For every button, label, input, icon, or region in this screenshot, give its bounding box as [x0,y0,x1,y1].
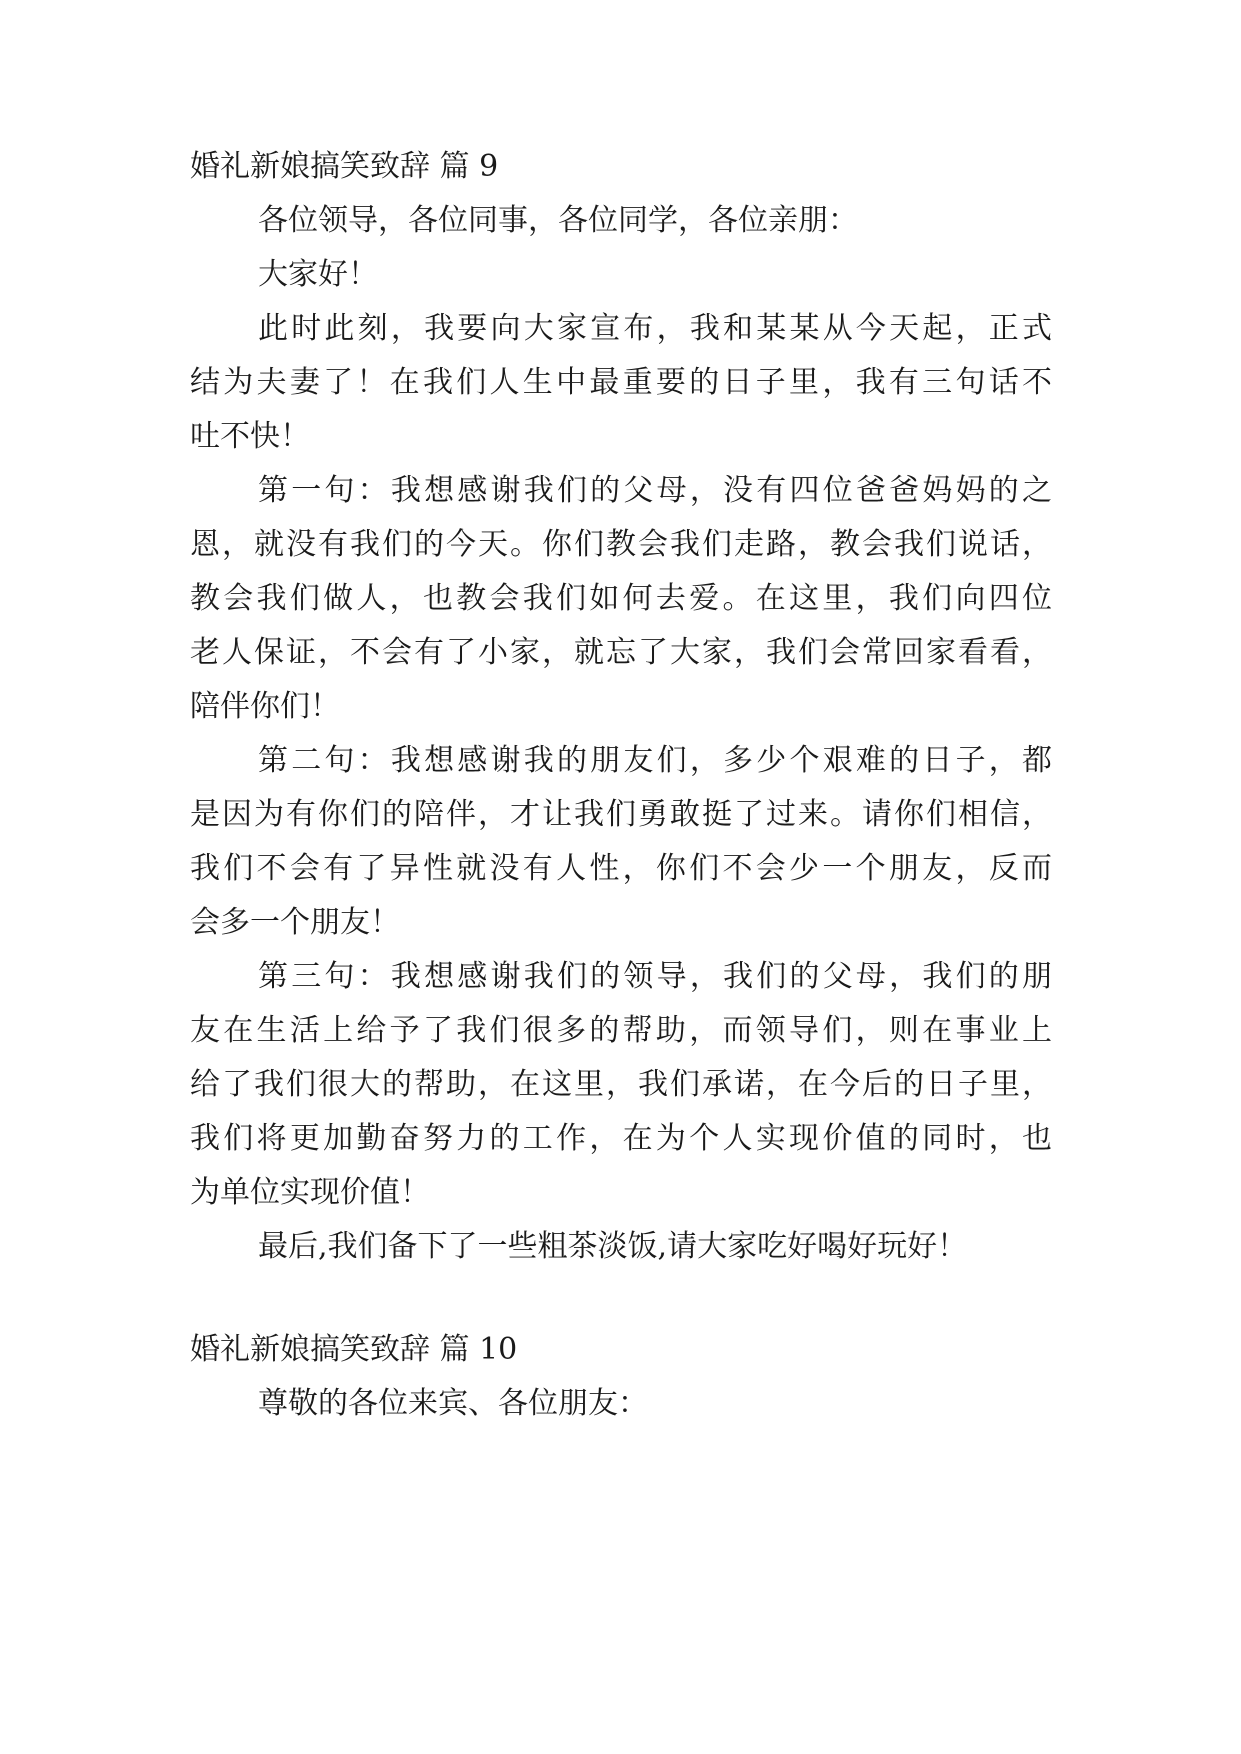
paragraph-line: 第三句：我想感谢我们的领导，我们的父母，我们的朋 [258,959,1052,994]
paragraph-line: 我们将更加勤奋努力的工作，在为个人实现价值的同时，也 [190,1121,1052,1156]
salutation: 各位领导，各位同事，各位同学，各位亲朋： [258,203,858,238]
salutation: 尊敬的各位来宾、各位朋友： [258,1386,648,1421]
paragraph-line: 老人保证，不会有了小家，就忘了大家，我们会常回家看看， [190,635,1052,670]
paragraph-line: 会多一个朋友！ [190,905,400,940]
paragraph-line: 我们不会有了异性就没有人性，你们不会少一个朋友，反而 [190,851,1052,886]
closing-line: 最后,我们备下了一些粗茶淡饭,请大家吃好喝好玩好！ [258,1229,968,1264]
paragraph-line: 恩，就没有我们的今天。你们教会我们走路，教会我们说话， [190,527,1052,562]
paragraph-line: 给了我们很大的帮助，在这里，我们承诺，在今后的日子里， [190,1067,1052,1102]
paragraph-line: 教会我们做人，也教会我们如何去爱。在这里，我们向四位 [190,581,1052,616]
paragraph-line: 结为夫妻了！在我们人生中最重要的日子里，我有三句话不 [190,365,1052,400]
paragraph-line: 友在生活上给予了我们很多的帮助，而领导们，则在事业上 [190,1013,1052,1048]
greeting: 大家好！ [258,257,378,292]
paragraph-line: 是因为有你们的陪伴，才让我们勇敢挺了过来。请你们相信， [190,797,1052,832]
paragraph-line: 此时此刻，我要向大家宣布，我和某某从今天起，正式 [258,311,1052,346]
section-heading-9: 婚礼新娘搞笑致辞 篇 9 [190,149,499,184]
paragraph-line: 吐不快！ [190,419,310,454]
paragraph-line: 第二句：我想感谢我的朋友们，多少个艰难的日子，都 [258,743,1052,778]
paragraph-line: 为单位实现价值！ [190,1175,430,1210]
paragraph-line: 第一句：我想感谢我们的父母，没有四位爸爸妈妈的之 [258,473,1052,508]
section-heading-10: 婚礼新娘搞笑致辞 篇 10 [190,1332,518,1367]
paragraph-line: 陪伴你们！ [190,689,340,724]
